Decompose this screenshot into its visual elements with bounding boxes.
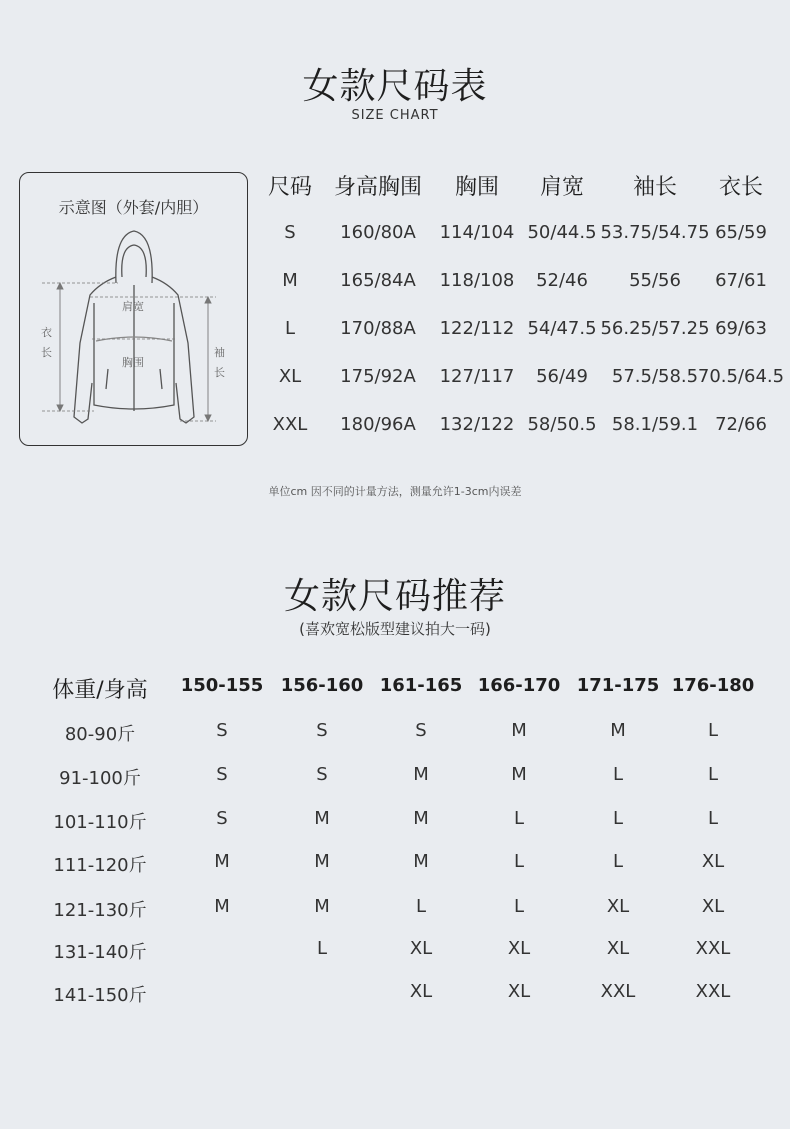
recommended-size-cell: XXL [695,938,731,959]
size-table-cell: XXL [272,414,308,435]
recommended-size-cell: L [612,764,624,785]
recommended-size-cell: M [314,896,330,917]
size-table-cell: 175/92A [340,366,416,387]
recommended-size-cell: L [513,808,525,829]
recommended-size-cell: XL [606,938,630,959]
weight-range-label: 111-120斤 [53,855,147,876]
chest-mark: 胸围 [122,356,144,369]
size-table-cell: 165/84A [340,270,416,291]
size-table-cell: 180/96A [340,414,416,435]
recommended-size-cell: L [707,720,719,741]
weight-range-label: 80-90斤 [64,724,136,745]
size-table-cell: 70.5/64.5 [697,366,785,387]
recommended-size-cell: M [314,851,330,872]
recommended-size-cell: L [707,764,719,785]
size-chart-title: 女款尺码表 [302,66,488,107]
size-table-cell: M [282,270,298,291]
size-table-cell: 118/108 [439,270,515,291]
size-table-header: 身高胸围 [333,175,423,200]
recommended-size-cell: XL [409,938,433,959]
weight-range-label: 131-140斤 [53,942,147,963]
recommended-size-cell: L [513,851,525,872]
recommended-size-cell: M [511,764,527,785]
recommended-size-cell: M [413,851,429,872]
size-table-cell: 58.1/59.1 [611,414,699,435]
size-table-cell: L [284,318,296,339]
recommended-size-cell: M [413,808,429,829]
size-table-cell: 160/80A [340,222,416,243]
height-range-header: 156-160 [280,675,364,696]
recommended-size-cell: L [316,938,328,959]
recommended-size-cell: S [216,764,228,785]
length-mark: 衣长 [41,326,52,359]
recommended-size-cell: M [314,808,330,829]
size-table-cell: 53.75/54.75 [600,222,710,243]
height-range-header: 171-175 [576,675,660,696]
weight-range-label: 101-110斤 [53,812,147,833]
recommended-size-cell: S [216,720,228,741]
recommended-size-cell: L [415,896,427,917]
recommended-size-cell: L [513,896,525,917]
weight-range-label: 141-150斤 [53,985,147,1006]
recommended-size-cell: M [413,764,429,785]
recommended-size-cell: XXL [600,981,636,1002]
shoulder-mark: 肩宽 [122,300,144,313]
size-table-cell: 56.25/57.25 [600,318,710,339]
size-table-header: 衣长 [718,175,764,200]
size-table-cell: 50/44.5 [527,222,597,243]
recommend-corner-label: 体重/身高 [52,678,148,703]
recommended-size-cell: XL [606,896,630,917]
recommend-subtitle: (喜欢宽松版型建议拍大一码) [299,620,491,638]
height-range-header: 161-165 [379,675,463,696]
recommended-size-cell: XL [507,938,531,959]
size-table-cell: 52/46 [536,270,588,291]
recommended-size-cell: M [610,720,626,741]
measurement-diagram [19,172,248,446]
diagram-label: 示意图（外套/内胆） [58,198,209,217]
height-range-header: 176-180 [671,675,755,696]
recommended-size-cell: L [707,808,719,829]
size-table-cell: 55/56 [629,270,681,291]
size-table-cell: XL [278,366,302,387]
size-table-cell: 69/63 [715,318,767,339]
recommended-size-cell: L [612,851,624,872]
size-table-header: 胸围 [454,175,500,200]
size-chart-subtitle: SIZE CHART [351,108,439,123]
recommended-size-cell: XL [507,981,531,1002]
recommended-size-cell: S [316,764,328,785]
weight-range-label: 121-130斤 [53,900,147,921]
recommended-size-cell: S [216,808,228,829]
weight-range-label: 91-100斤 [59,768,141,789]
size-table-cell: 122/112 [439,318,515,339]
size-table-header: 肩宽 [539,175,585,200]
size-table-cell: 72/66 [715,414,767,435]
size-table-cell: 132/122 [439,414,515,435]
size-table-cell: 67/61 [715,270,767,291]
recommended-size-cell: L [612,808,624,829]
size-table-cell: 127/117 [439,366,515,387]
sleeve-mark: 袖长 [214,346,225,379]
size-table-cell: 54/47.5 [527,318,597,339]
measurement-note: 单位cm 因不同的计量方法，测量允许1-3cm内误差 [268,485,522,498]
size-table-cell: 57.5/58.5 [611,366,699,387]
size-table-cell: 170/88A [340,318,416,339]
recommended-size-cell: XXL [695,981,731,1002]
recommended-size-cell: M [511,720,527,741]
size-table-cell: 114/104 [439,222,515,243]
size-table-header: 尺码 [267,175,313,200]
recommended-size-cell: XL [409,981,433,1002]
height-range-header: 166-170 [477,675,561,696]
recommended-size-cell: S [316,720,328,741]
recommend-title: 女款尺码推荐 [283,576,506,617]
recommended-size-cell: M [214,851,230,872]
recommended-size-cell: M [214,896,230,917]
size-table-cell: S [284,222,296,243]
recommended-size-cell: XL [701,896,725,917]
recommended-size-cell: S [415,720,427,741]
size-table-cell: 65/59 [715,222,767,243]
height-range-header: 150-155 [180,675,264,696]
size-table-cell: 56/49 [536,366,588,387]
recommended-size-cell: XL [701,851,725,872]
size-table-header: 袖长 [632,175,678,200]
size-table-cell: 58/50.5 [527,414,597,435]
